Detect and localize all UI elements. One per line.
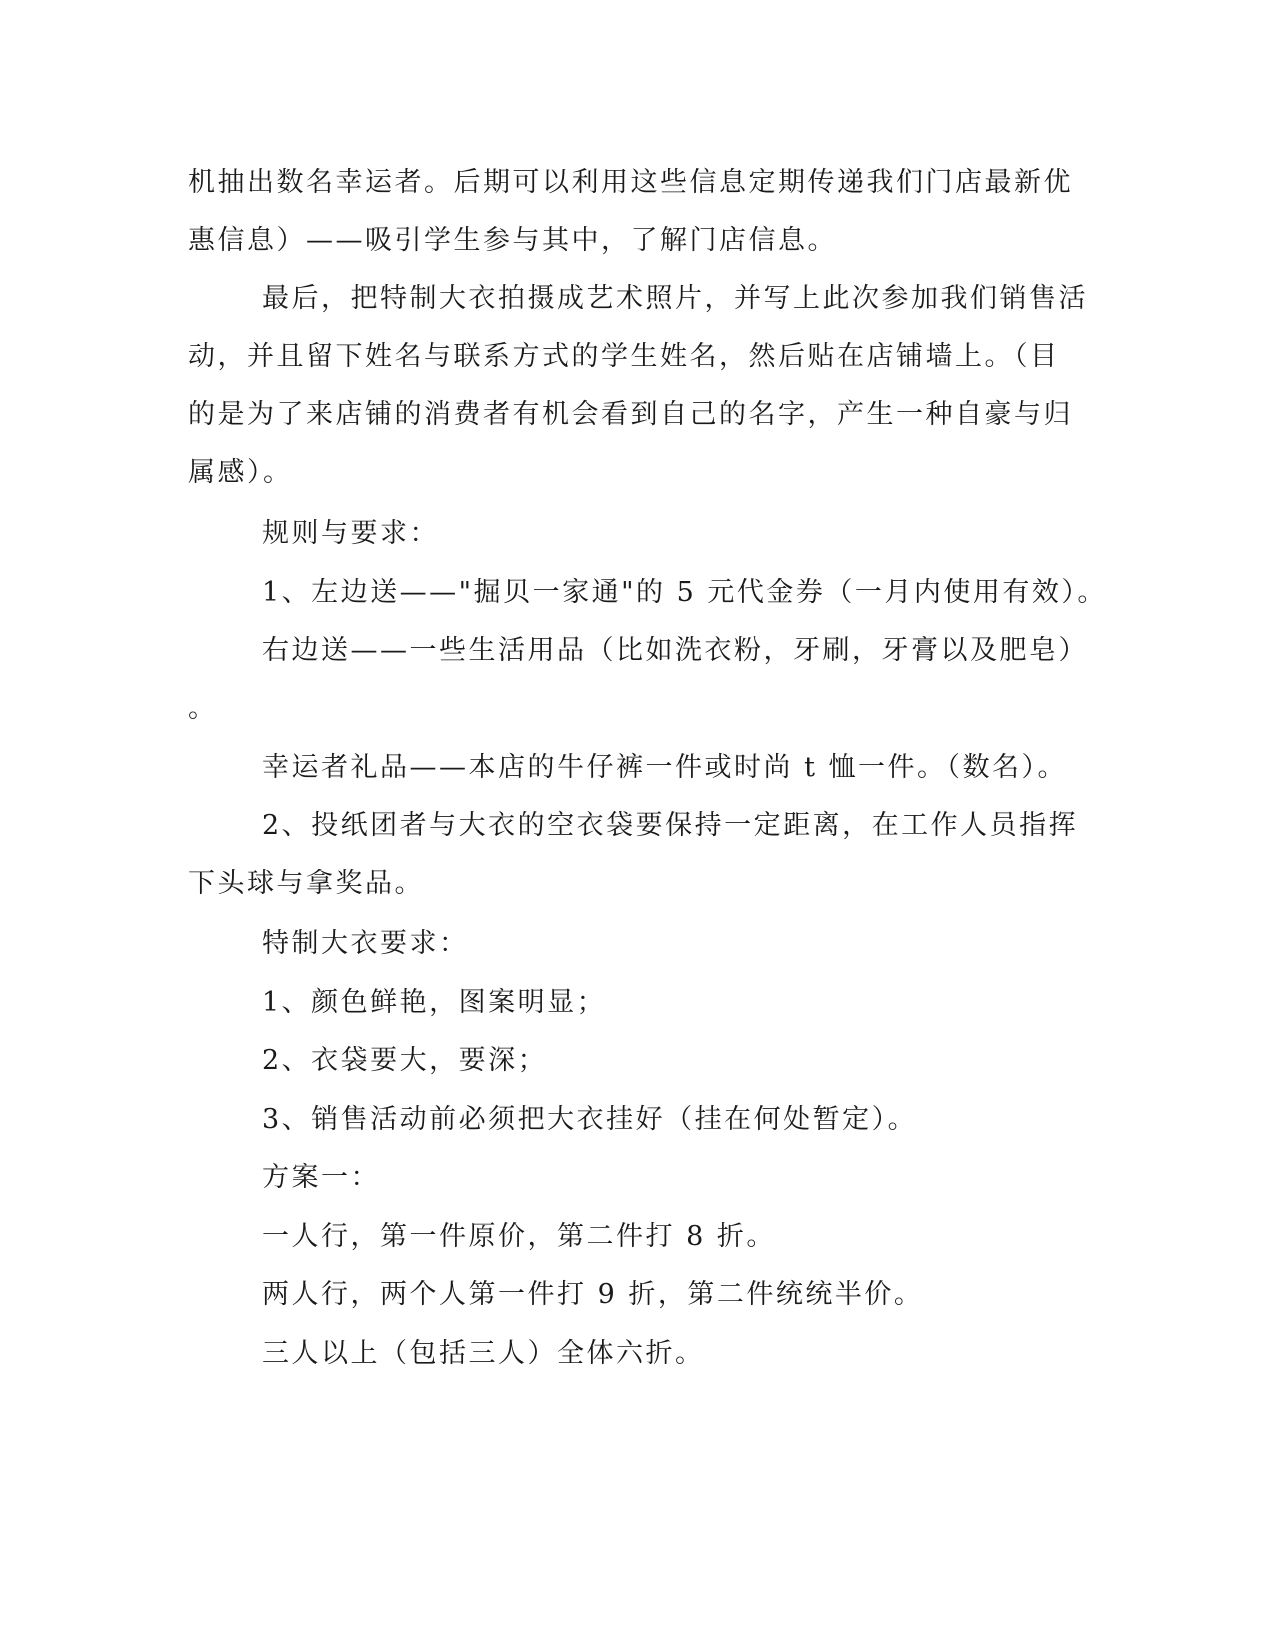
coat-requirements-heading: 特制大衣要求： [262, 928, 469, 959]
paragraph-line-2: 惠信息）——吸引学生参与其中，了解门店信息。 [188, 225, 837, 256]
plan-one-item-2: 两人行，两个人第一件打 9 折，第二件统统半价。 [262, 1279, 924, 1310]
rule-item-2: 2、投纸团者与大衣的空衣袋要保持一定距离，在工作人员指挥 [262, 810, 1079, 841]
coat-requirement-1: 1、颜色鲜艳，图案明显； [262, 987, 607, 1018]
paragraph-line-6: 属感）。 [188, 457, 293, 488]
rule-item-1-left: 1、左边送——"掘贝一家通"的 5 元代金券（一月内使用有效）。 [262, 577, 1107, 608]
rule-item-1-right-tail: 。 [188, 693, 218, 724]
paragraph-line-3: 最后，把特制大衣拍摄成艺术照片，并写上此次参加我们销售活 [262, 283, 1088, 314]
plan-one-heading: 方案一： [262, 1162, 380, 1193]
lucky-prize-line: 幸运者礼品——本店的牛仔裤一件或时尚 t 恤一件。（数名）。 [262, 752, 1068, 783]
rules-heading: 规则与要求： [262, 518, 439, 549]
coat-requirement-3: 3、销售活动前必须把大衣挂好（挂在何处暂定）。 [262, 1104, 918, 1135]
rule-item-1-right: 右边送——一些生活用品（比如洗衣粉，牙刷，牙膏以及肥皂） [262, 635, 1088, 666]
paragraph-line-1: 机抽出数名幸运者。后期可以利用这些信息定期传递我们门店最新优 [188, 167, 1073, 198]
paragraph-line-4: 动，并且留下姓名与联系方式的学生姓名，然后贴在店铺墙上。（目 [188, 341, 1060, 372]
paragraph-line-5: 的是为了来店铺的消费者有机会看到自己的名字，产生一种自豪与归 [188, 399, 1073, 430]
rule-item-2-tail: 下头球与拿奖品。 [188, 868, 424, 899]
plan-one-item-1: 一人行，第一件原价，第二件打 8 折。 [262, 1221, 776, 1252]
plan-one-item-3: 三人以上（包括三人）全体六折。 [262, 1338, 705, 1369]
coat-requirement-2: 2、衣袋要大，要深； [262, 1045, 548, 1076]
